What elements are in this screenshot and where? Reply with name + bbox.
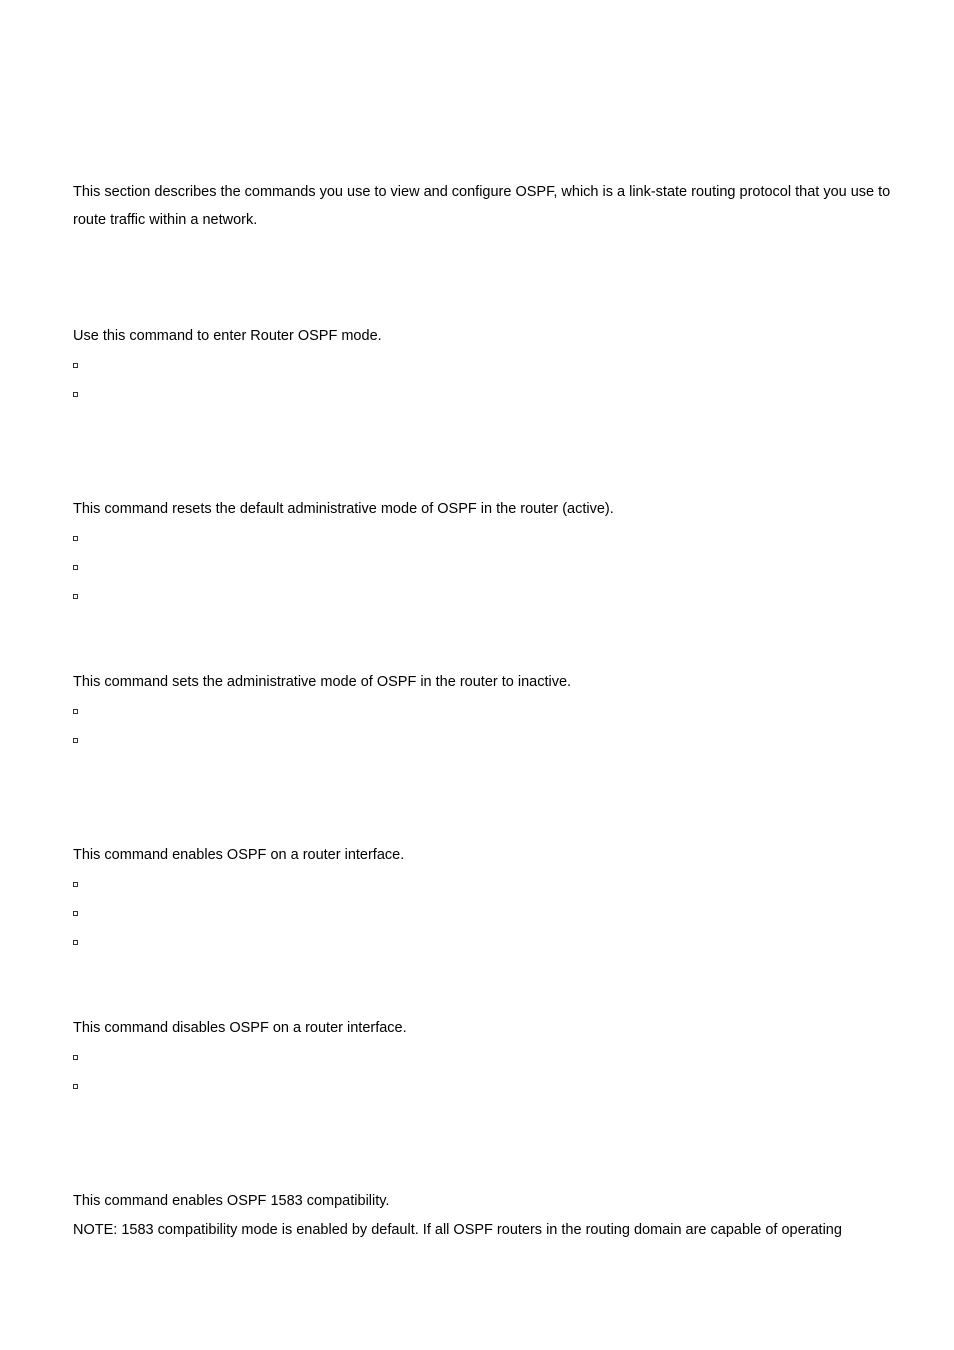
bullet-icon [73,565,78,570]
section-description: This command sets the administrative mode of OSPF in the router to inactive. [73,674,572,690]
bullet-icon [73,594,78,599]
bullet-icon [73,882,78,887]
section-description: This command enables OSPF on a router interface. [73,847,405,863]
note-text: NOTE: 1583 compatibility mode is enabled by default. If all OSPF routers in the routing domain are capable of operating [73,1222,842,1238]
intro-line-2: route traffic within a network. [73,212,258,228]
bullet-icon [73,392,78,397]
section-description: Use this command to enter Router OSPF mode. [73,328,382,344]
bullet-icon [73,1084,78,1089]
section-description: This command disables OSPF on a router interface. [73,1020,407,1036]
bullet-icon [73,709,78,714]
intro-line-1: This section describes the commands you use to view and configure OSPF, which is a link-state routing protocol that you use to [73,184,891,200]
section-description: This command resets the default administrative mode of OSPF in the router (active). [73,501,614,517]
section-description: This command enables OSPF 1583 compatibility. [73,1193,390,1209]
bullet-icon [73,536,78,541]
bullet-icon [73,1055,78,1060]
bullet-icon [73,363,78,368]
bullet-icon [73,940,78,945]
bullet-icon [73,738,78,743]
bullet-icon [73,911,78,916]
